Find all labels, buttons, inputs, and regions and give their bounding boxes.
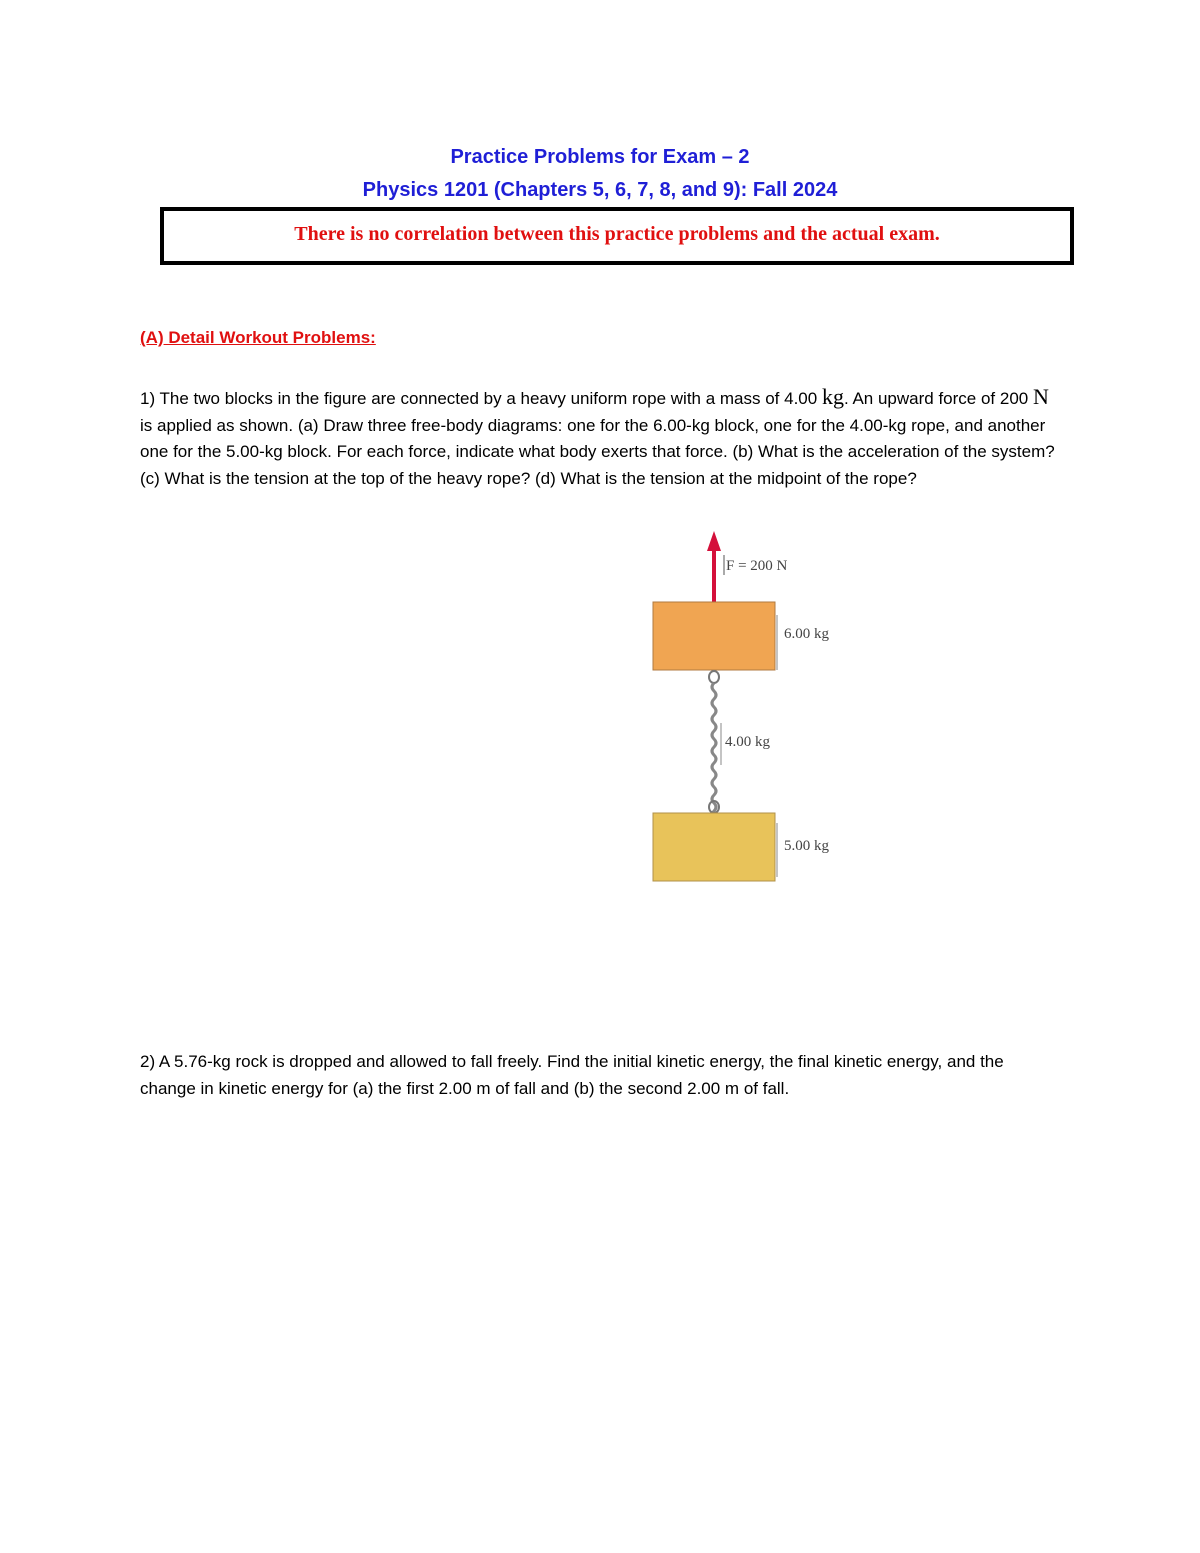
document-subtitle: Physics 1201 (Chapters 5, 6, 7, 8, and 9): Fall 2024 bbox=[362, 179, 838, 201]
top-block-label: 6.00 kg bbox=[784, 626, 829, 642]
unit-kg: kg bbox=[821, 384, 844, 409]
section-heading: (A) Detail Workout Problems: bbox=[140, 328, 376, 347]
bottom-block-label: 5.00 kg bbox=[784, 838, 829, 854]
problem-1-text-b: . An upward force of 200 bbox=[843, 389, 1033, 408]
document-title: Practice Problems for Exam – 2 bbox=[450, 146, 750, 168]
notice-text: There is no correlation between this practice problems and the actual exam. bbox=[294, 223, 940, 245]
problem-1-text-c: is applied as shown. (a) Draw three free-body diagrams: one for the 6.00-kg block, one for the 4.00-kg rope, and another one for the 5.00-kg block. For each force, indicate what body exerts that force. (b) What is the acceleration of the system? (c) What is the tension at the top of the heavy rope? (d) What is the tension at the midpoint of the rope? bbox=[140, 415, 1055, 488]
figure-svg bbox=[600, 525, 900, 895]
problem-1-text-a: 1) The two blocks in the figure are connected by a heavy uniform rope with a mass of 4.00 bbox=[140, 389, 822, 408]
figure-blocks-rope bbox=[600, 525, 900, 895]
force-label: F = 200 N bbox=[726, 558, 788, 574]
rope-label: 4.00 kg bbox=[725, 734, 770, 750]
force-arrow-head bbox=[707, 531, 721, 551]
top-block bbox=[653, 602, 775, 670]
notice-box bbox=[160, 207, 1074, 265]
rope bbox=[709, 671, 719, 827]
unit-n: N bbox=[1032, 384, 1049, 409]
problem-2: 2) A 5.76-kg rock is dropped and allowed to fall freely. Find the initial kinetic energy, the final kinetic energy, and the change in kinetic energy for (a) the first 2.00 m of fall and (b) the second 2.00 m of fall. bbox=[140, 1052, 1004, 1098]
problem-1 bbox=[140, 384, 1060, 492]
bottom-block bbox=[653, 813, 775, 881]
